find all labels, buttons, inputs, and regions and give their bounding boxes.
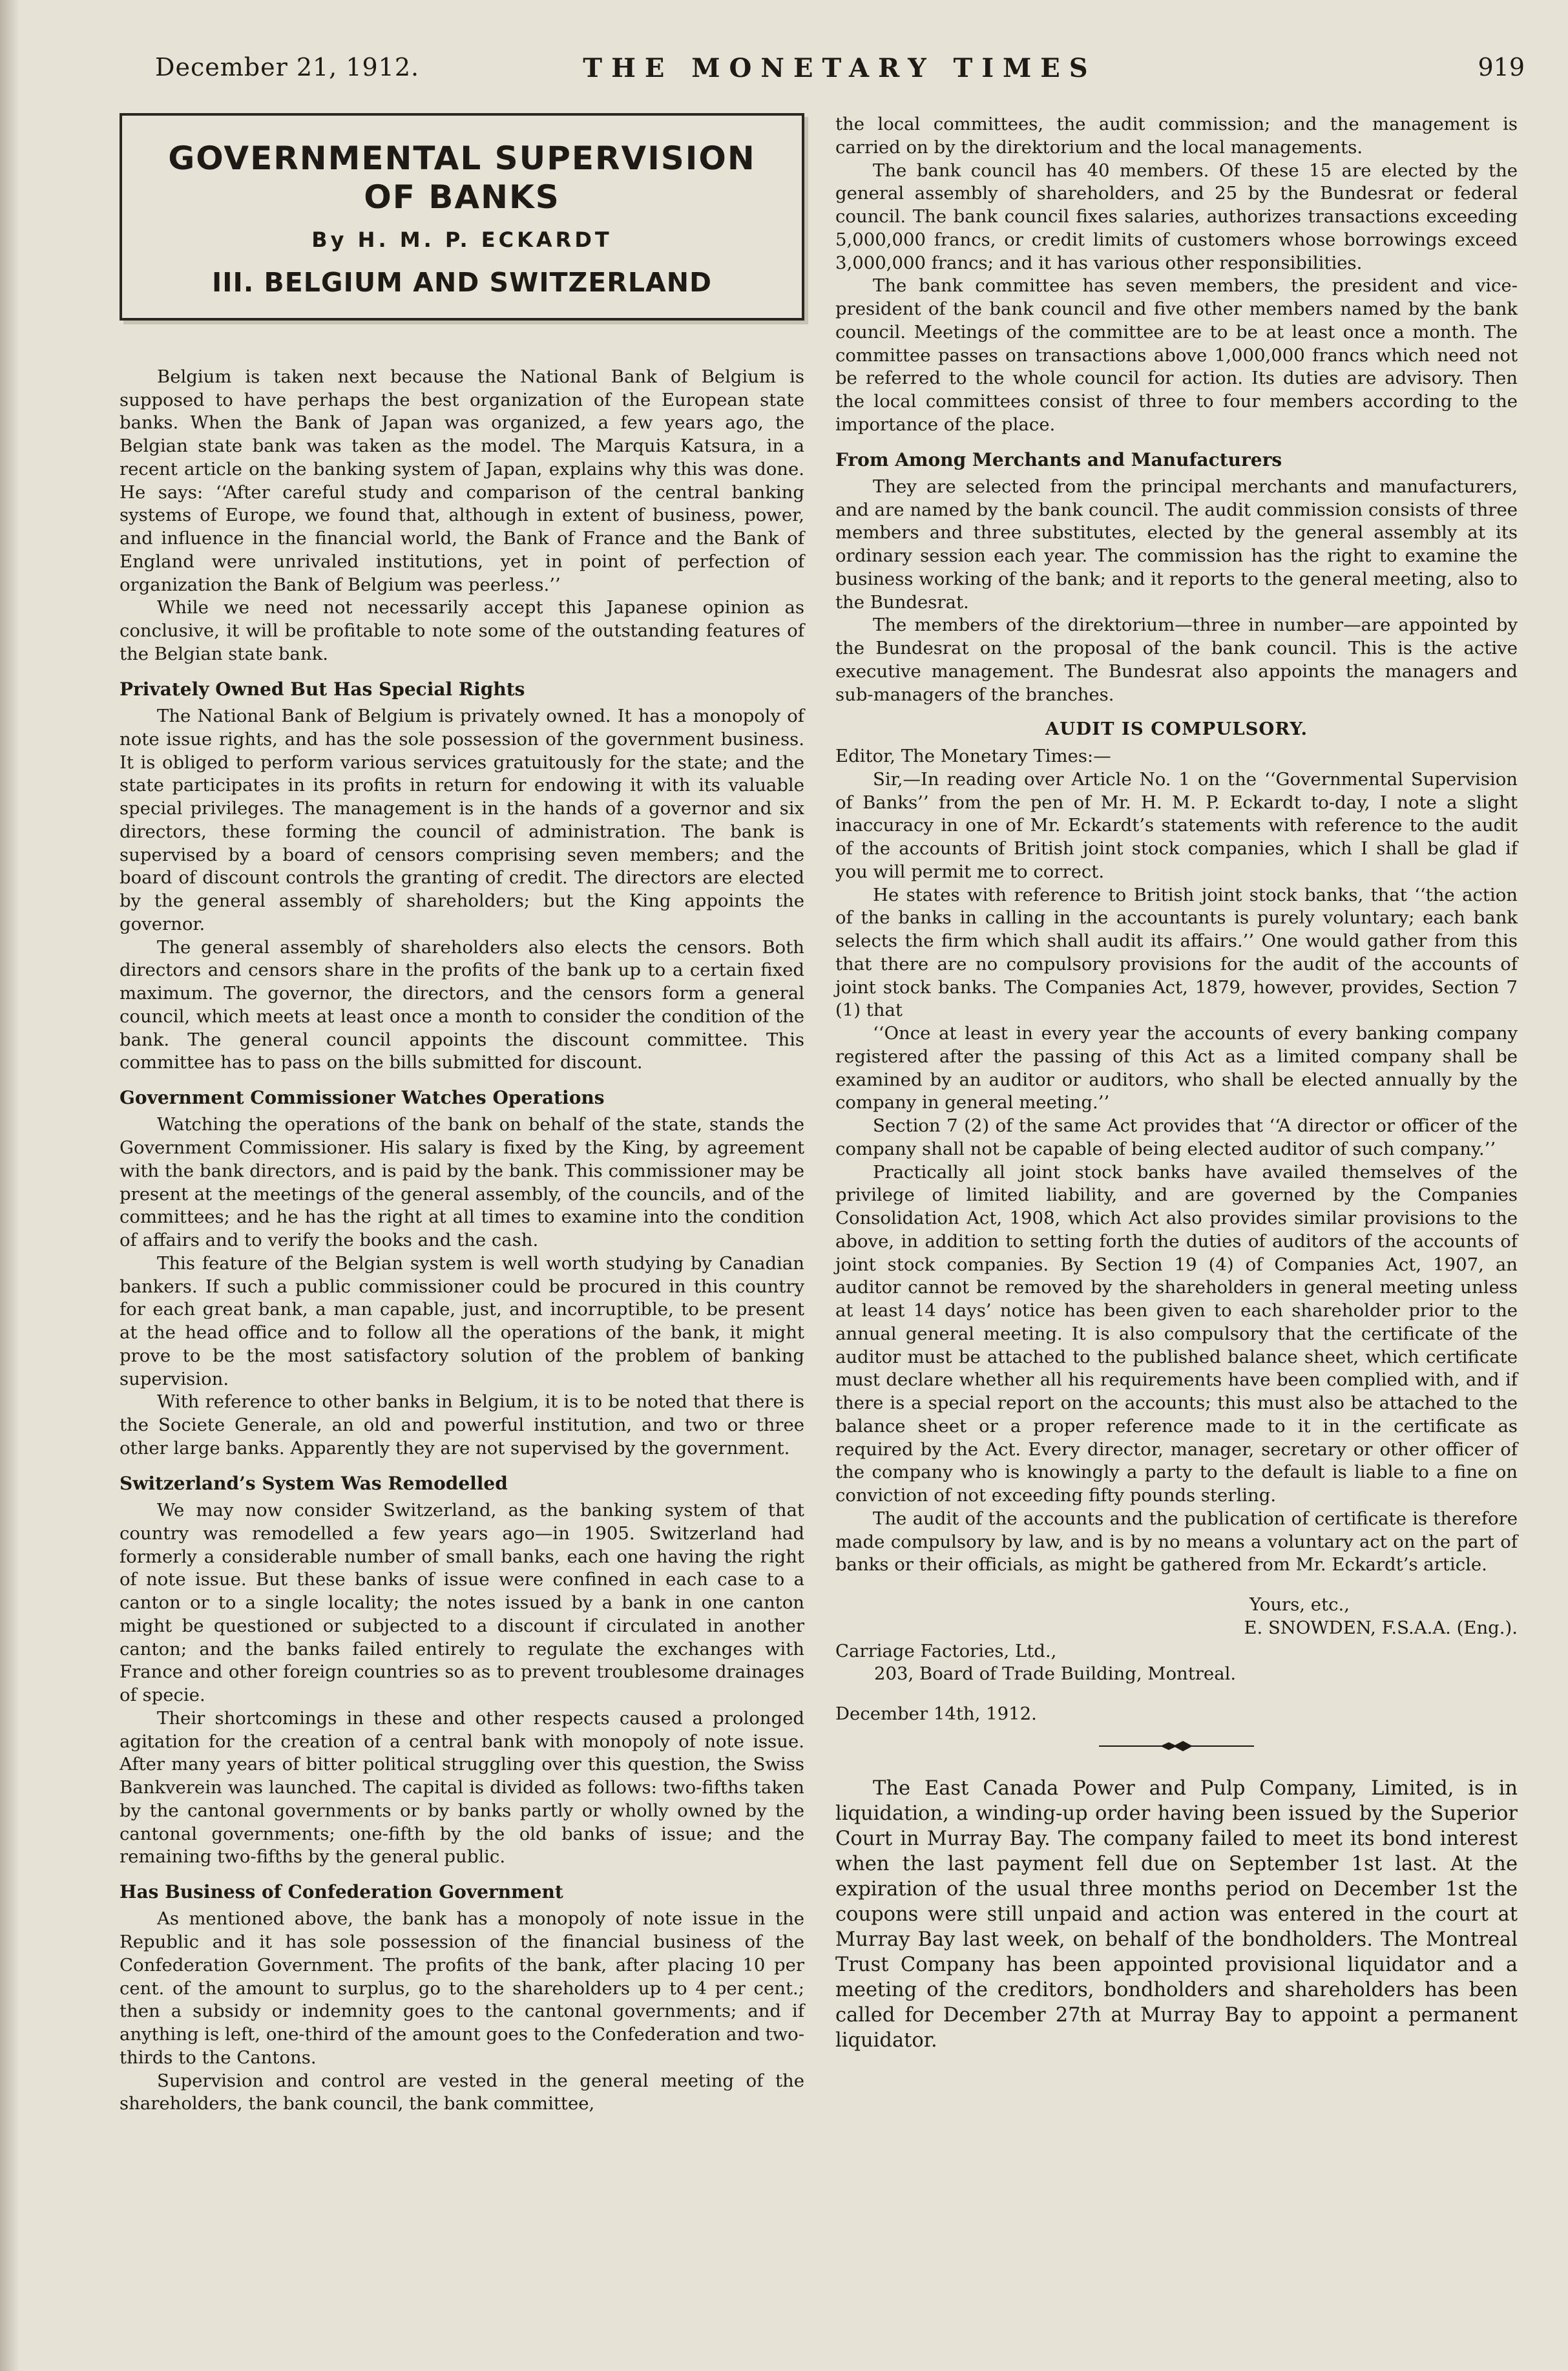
right-column <box>835 113 1518 2053</box>
article-title-line-1: GOVERNMENTAL SUPERVISION <box>168 140 756 177</box>
publication-title: THE MONETARY TIMES <box>583 53 1097 83</box>
page-header <box>155 53 1525 92</box>
letter-address-line-2: 203, Board of Trade Building, Montreal. <box>874 1663 1237 1685</box>
page-edge <box>0 0 19 2371</box>
paragraph: Sir,—In reading over Article No. 1 on the ‘‘Governmental Supervision of Banks’’ from the pen of Mr. H. M. P. Eckardt to-day, I note a slight inaccuracy in one of Mr. Eckardt’s statements with reference to the audit of the accounts of British joint stock companies, which I shall be glad if you will permit me to correct. <box>835 768 1518 882</box>
article-subtitle: III. BELGIUM AND SWITZERLAND <box>211 266 713 298</box>
article-title-box <box>120 113 804 321</box>
letter-closing: Yours, etc., <box>1249 1594 1350 1616</box>
section-heading: Privately Owned But Has Special Rights <box>120 678 525 700</box>
paragraph: The audit of the accounts and the publication of certificate is therefore made compulsory by law, and is by no means a voluntary act on the part of banks or their officials, as might be gathered from Mr. Eckardt’s article. <box>835 1508 1518 1575</box>
letter-salutation: Editor, The Monetary Times:— <box>835 746 1111 767</box>
paragraph: The general assembly of shareholders also elects the censors. Both directors and censors share in the profits of the bank up to a certain fixed maximum. The governor, the directors, and the censors form a general council, which meets at least once a month to consider the condition of the bank. The general council appoints the discount committee. This committee has to pass on the bills submitted for discount. <box>120 936 804 1073</box>
section-heading: Has Business of Confederation Government <box>120 1881 563 1903</box>
paragraph: We may now consider Switzerland, as the banking system of that country was remodelled a few years ago—in 1905. Switzerland had formerly a considerable number of small banks, each one having the right of note issue. But these banks of issue were confined in each case to a canton or to a single locality; the notes issued by a bank in one canton might be questioned or subjected to a discount if circulated in another canton; and the banks failed entirely to regulate the exchanges with France and other foreign countries so as to prevent troublesome drainages of specie. <box>120 1500 804 1706</box>
section-heading: Government Commissioner Watches Operations <box>120 1087 605 1109</box>
paragraph: Watching the operations of the bank on behalf of the state, stands the Government Commissioner. His salary is fixed by the King, by agreement with the bank directors, and is paid by the bank. This commissioner may be present at the meetings of the general assembly, of the councils, and of the committees; and he has the right at all times to examine into the condition of affairs and to verify the books and the cash. <box>120 1114 804 1251</box>
paragraph: The National Bank of Belgium is privately owned. It has a monopoly of note issue rights, and has the sole possession of the government business. It is obliged to perform various services gratuitously for the state; and the state participates in its profits in return for endowing it with its valuable special privileges. The management is in the hands of a governor and six directors, these forming the council of administration. The bank is supervised by a board of censors comprising seven members; and the board of discount controls the granting of credit. The directors are elected by the general assembly of shareholders; but the King appoints the governor. <box>120 706 804 934</box>
paragraph: As mentioned above, the bank has a monopoly of note issue in the Republic and it has sole possession of the financial business of the Confederation Government. The profits of the bank, after placing 10 per cent. of the amount to surplus, go to the shareholders up to 4 per cent.; then a subsidy or indemnity goes to the cantonal governments; and if anything is left, one-third of the amount goes to the Confederation and two-thirds to the Cantons. <box>120 1908 804 2068</box>
letter-address-line-1: Carriage Factories, Ltd., <box>835 1640 1057 1661</box>
paragraph: He states with reference to British joint stock banks, that ‘‘the action of the banks in calling in the accountants is purely voluntary; each bank selects the firm which shall audit its affairs.’’ One would gather from this that there are no compulsory provisions for the audit of the accounts of joint stock banks. The Companies Act, 1879, however, provides, Section 7 (1) that <box>835 884 1518 1021</box>
section-heading: Switzerland’s System Was Remodelled <box>120 1472 508 1494</box>
issue-date: December 21, 1912. <box>155 53 420 81</box>
paragraph: The bank council has 40 members. Of these 15 are elected by the general assembly of shareholders, and 25 by the Bundesrat or federal council. The bank council fixes salaries, authorizes transactions exceeding 5,000,000 francs, or credit limits of customers whose borrowings exceed 3,000,000 francs; and it has various other responsibilities. <box>835 160 1518 273</box>
paragraph: Their shortcomings in these and other respects caused a prolonged agitation for the creation of a central bank with monopoly of note issue. After many years of bitter political struggling over this question, the Swiss Bankverein was launched. The capital is divided as follows: two-fifths taken by the cantonal governments or by banks partly or wholly owned by the cantonal governments; one-fifth by the old banks of issue; and the remaining two-fifths by the general public. <box>120 1707 804 1868</box>
page-number: 919 <box>1478 53 1525 81</box>
paragraph: Practically all joint stock banks have availed themselves of the privilege of limited liability, and are governed by the Companies Consolidation Act, 1908, which Act also provides similar provisions to the above, in addition to setting forth the duties of auditors of the accounts of joint stock companies. By Section 19 (4) of Companies Act, 1907, an auditor cannot be removed by the shareholders in general meeting unless at least 14 days’ notice has been given to each shareholder prior to the annual general meeting. It is also compulsory that the certificate of the auditor must be attached to the published balance sheet, which certificate must declare whether all his requirements have been complied with, and if there is a special report on the accounts; this must also be attached to the balance sheet or a proper reference made to it in the certificate as required by the Act. Every director, manager, secretary or other officer of the company who is knowingly a party to the default is liable to a fine on conviction of not exceeding fifty pounds sterling. <box>835 1161 1518 1506</box>
paragraph: Section 7 (2) of the same Act provides that ‘‘A director or officer of the company shall not be capable of being elected auditor of such company.’’ <box>835 1115 1518 1159</box>
left-column <box>120 113 804 2116</box>
paragraph: ‘‘Once at least in every year the accounts of every banking company registered after the passing of this Act as a limited company shall be examined by an auditor or auditors, who shall be elected annually by the company in general meeting.’’ <box>835 1023 1518 1113</box>
letter-date: December 14th, 1912. <box>835 1703 1037 1725</box>
section-heading: From Among Merchants and Manufacturers <box>835 448 1282 470</box>
paragraph: Supervision and control are vested in the general meeting of the shareholders, the bank council, the bank committee, <box>120 2070 804 2114</box>
article-byline: By H. M. P. ECKARDT <box>311 227 612 252</box>
letter-heading: AUDIT IS COMPULSORY. <box>1045 719 1308 740</box>
divider-ornament <box>835 1735 1518 1760</box>
paragraph: While we need not necessarily accept this Japanese opinion as conclusive, it will be profitable to note some of the outstanding features of the Belgian state bank. <box>120 597 804 664</box>
paragraph: Belgium is taken next because the National Bank of Belgium is supposed to have perhaps the best organization of the European state banks. When the Bank of Japan was organized, a few years ago, the Belgian state bank was taken as the model. The Marquis Katsura, in a recent article on the banking system of Japan, explains why this was done. He says: ‘‘After careful study and comparison of the central banking systems of Europe, we found that, although in extent of business, power, and influence in the financial world, the Bank of France and the Bank of England were unrivaled institutions, yet in point of perfection of organization the Bank of Belgium was peerless.’’ <box>120 366 804 595</box>
paragraph: This feature of the Belgian system is well worth studying by Canadian bankers. If such a public commissioner could be procured in this country for each great bank, a man capable, just, and incorruptible, to be present at the head office and to follow all the operations of the bank, it might prove to be the most satisfactory solution of the problem of banking supervision. <box>120 1252 804 1389</box>
article-title-line-2: OF BANKS <box>364 178 560 216</box>
paragraph: The bank committee has seven members, the president and vice-president of the bank council and five other members named by the bank council. Meetings of the committee are to be at least once a month. The committee passes on transactions above 1,000,000 francs which need not be referred to the whole council for action. Its duties are advisory. Then the local committees consist of three to four members according to the importance of the place. <box>835 275 1518 435</box>
news-item: The East Canada Power and Pulp Company, Limited, is in liquidation, a winding-up order having been issued by the Superior Court in Murray Bay. The company failed to meet its bond interest when the last payment fell due on September 1st last. At the expiration of the usual three months period on December 1st the coupons were still unpaid and action was entered in the court at Murray Bay last week, on behalf of the bondholders. The Montreal Trust Company has been appointed provisional liquidator and a meeting of the creditors, bondholders and shareholders has been called for December 27th at Murray Bay to appoint a permanent liquidator. <box>835 1776 1518 2052</box>
paragraph: the local committees, the audit commission; and the management is carried on by the direktorium and the local managements. <box>835 114 1518 158</box>
paragraph: The members of the direktorium—three in number—are appointed by the Bundesrat on the proposal of the bank council. This is the active executive management. The Bundesrat also appoints the managers and sub-managers of the branches. <box>835 615 1518 705</box>
paragraph: They are selected from the principal merchants and manufacturers, and are named by the bank council. The audit commission consists of three members and three substitutes, elected by the general assembly at its ordinary session each year. The commission has the right to examine the business working of the bank; and it reports to the general meeting, also to the Bundesrat. <box>835 476 1518 613</box>
paragraph: With reference to other banks in Belgium, it is to be noted that there is the Societe Generale, an old and powerful institution, and two or three other large banks. Apparently they are not supervised by the government. <box>120 1391 804 1459</box>
letter-signature: E. SNOWDEN, F.S.A.A. (Eng.). <box>1244 1617 1518 1638</box>
